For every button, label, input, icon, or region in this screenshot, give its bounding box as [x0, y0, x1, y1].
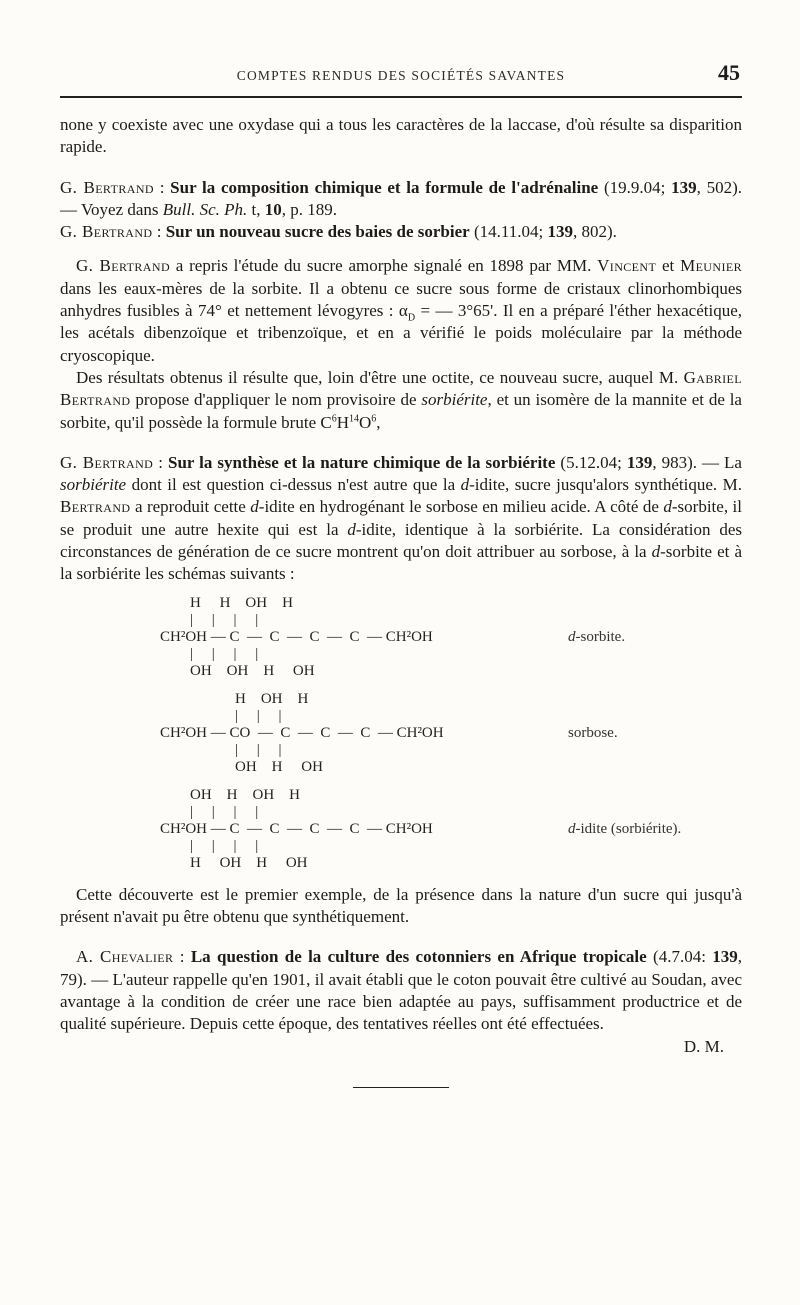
formula-sorbose: [60, 692, 742, 776]
text-run: propose d'appliquer le nom provisoire de: [130, 390, 422, 410]
reference-sorbier: [60, 221, 742, 243]
formula-label: [568, 725, 618, 742]
page-number: 45: [718, 60, 740, 85]
formula-label-text: sorbose.: [568, 725, 618, 742]
italic-term: d: [250, 497, 259, 517]
formula-bond-row: | | |: [160, 708, 282, 725]
ref-page: , p. 189.: [281, 199, 338, 219]
formula-bond-row: | | | |: [160, 612, 259, 629]
italic-term: d: [663, 497, 672, 517]
ref-volume: 139: [671, 177, 697, 197]
author-name: Meunier: [680, 256, 742, 276]
formula-bottom-row: OH H OH: [160, 759, 323, 776]
ref-author: G. Bertrand: [60, 222, 153, 242]
ref-tome: t,: [247, 199, 265, 219]
body-paragraph-2: [60, 367, 742, 434]
text-run: -sorbite et à la sorbiérite les schémas suivants :: [60, 542, 742, 584]
formula-sorbite: [60, 596, 742, 680]
text-run: Des résultats obtenus il résulte que, loin d'être une octite, ce nouveau sucre, auquel M.: [76, 367, 684, 387]
intro-paragraph: [60, 114, 742, 159]
text-run: et: [656, 256, 681, 276]
formula-bottom-row: H OH H OH: [160, 855, 308, 872]
formula-idite: [60, 788, 742, 872]
reference-cotonniers: [60, 946, 742, 1035]
text-run: a repris l'étude du sucre amorphe signalé en 1898 par MM.: [170, 256, 598, 276]
formula-bottom-row: OH OH H OH: [160, 663, 315, 680]
document-page: [60, 60, 742, 1088]
italic-term: d: [460, 475, 470, 495]
formula-label: [568, 821, 681, 838]
signature: D. M.: [683, 1037, 724, 1057]
text-run: dans les eaux-mères de la sorbite. Il a obtenu ce sucre sous forme de cristaux clinorhombiques anhydres fusibles à 74° et nettement lévogyres : α: [60, 278, 742, 321]
end-rule: [353, 1087, 449, 1088]
structural-formulas: [60, 596, 742, 872]
ref-date: (5.12.04;: [555, 452, 627, 472]
ref-title: Sur la synthèse et la nature chimique de la sorbiérite: [168, 452, 556, 472]
author-name: Vincent: [597, 256, 657, 276]
intro-text: none y coexiste avec une oxydase qui a tous les caractères de la laccase, d'où résulte sa disparition rapide.: [60, 115, 742, 157]
formula-top-row: OH H OH H: [160, 787, 300, 804]
formula-chain-row: CH²OH — C — C — C — C — CH²OH: [160, 821, 433, 838]
formula-chain-row: CH²OH — CO — C — C — C — CH²OH: [160, 725, 444, 742]
formula-bond-row: | | | |: [160, 804, 259, 821]
author-name: Gabriel Bertrand: [60, 367, 742, 410]
superscript: 6: [331, 412, 337, 424]
italic-term: d: [568, 629, 576, 646]
ref-pages: , 983). — La: [652, 452, 742, 472]
formula-top-row: H H OH H: [160, 595, 293, 612]
text-run: -sorbite, il se produit une autre hexite qui est la: [60, 497, 742, 539]
text-run: , et un isomère de la mannite et de la sorbite, qu'il possède la formule brute C: [60, 390, 742, 432]
ref-author: G. Bertrand: [60, 177, 154, 197]
formula-structure: [160, 787, 540, 872]
ref-volume-2: 10: [264, 199, 282, 219]
subscript: D: [407, 312, 416, 324]
text-run: H: [336, 412, 349, 432]
formula-structure: [160, 595, 540, 680]
superscript: 14: [348, 412, 359, 424]
body-paragraph-1: [60, 255, 742, 366]
text-run: ,: [376, 412, 381, 432]
ref-volume: 139: [712, 947, 738, 967]
reference-adrenaline: [60, 177, 742, 222]
formula-bond-row: | | | |: [160, 646, 259, 663]
ref-date: (14.11.04;: [469, 222, 548, 242]
ref-separator: :: [153, 452, 168, 472]
author-name: G. Bertrand: [76, 256, 171, 276]
ref-title: La question de la culture des cotonniers en Afrique tropicale: [190, 947, 647, 967]
italic-term: d: [347, 519, 356, 539]
formula-label-text: -sorbite.: [575, 629, 626, 646]
ref-date: (4.7.04:: [646, 947, 713, 967]
formula-bond-row: | | |: [160, 742, 282, 759]
text-run: a reproduit cette: [130, 497, 251, 517]
ref-volume: 139: [626, 452, 653, 472]
ref-pages: , 802).: [572, 222, 617, 242]
formula-label-text: -idite (sorbiérite).: [575, 821, 682, 838]
italic-term: d: [568, 821, 576, 838]
running-title: COMPTES RENDUS DES SOCIÉTÉS SAVANTES: [236, 68, 566, 83]
superscript: 6: [371, 412, 377, 424]
running-header: [60, 60, 742, 98]
text-run: dont il est question ci-dessus n'est autre que la: [126, 475, 461, 495]
ref-separator: :: [173, 947, 191, 967]
ref-separator: :: [153, 177, 171, 197]
ref-date: (19.9.04;: [598, 177, 672, 197]
ref-author: A. Chevalier: [76, 947, 174, 967]
formula-top-row: H OH H: [160, 691, 309, 708]
text-run: Cette découverte est le premier exemple, de la présence dans la nature d'un sucre qui jusqu'à présent n'avait pu être obtenu que synthétiquement.: [60, 884, 742, 926]
ref-author: G. Bertrand: [60, 452, 154, 472]
formula-structure: [160, 691, 540, 776]
ref-title: Sur un nouveau sucre des baies de sorbier: [165, 222, 470, 242]
body-paragraph-3: [60, 884, 742, 929]
ref-title: Sur la composition chimique et la formule de l'adrénaline: [170, 177, 599, 197]
formula-chain-row: CH²OH — C — C — C — C — CH²OH: [160, 629, 433, 646]
italic-term: sorbiérite: [60, 475, 127, 495]
ref-pages: , 502). — Voyez dans: [60, 177, 742, 219]
ref-journal: Bull. Sc. Ph.: [162, 199, 248, 219]
text-run: -idite, sucre jusqu'alors synthétique. M.: [469, 475, 742, 495]
ref-pages: , 79). — L'auteur rappelle qu'en 1901, il avait établi que le coton pouvait être cultivé au Soudan, avec avantage à la condition de créer une race bien adaptée au pays, suffisamment productrice et de qualité supérieure. Depuis cette époque, des tentatives réelles ont été effectuées.: [60, 947, 743, 1034]
formula-bond-row: | | | |: [160, 838, 259, 855]
author-name: Bertrand: [60, 497, 131, 517]
ref-separator: :: [152, 222, 166, 242]
ref-volume: 139: [547, 222, 573, 242]
italic-term: d: [651, 542, 661, 562]
text-run: -idite, identique à la sorbiérite. La considération des circonstances de génération de ce sucre montrent qu'on doit attribuer au sorbose, à la: [60, 519, 742, 562]
text-run: -idite en hydrogénant le sorbose en milieu acide. A côté de: [258, 497, 664, 517]
text-run: = — 3°65'. Il en a préparé l'éther hexacétique, les acétals dibenzoïque et tribenzoïque, et en a vérifié le poids moléculaire par la méthode cryoscopique.: [60, 301, 742, 365]
formula-label: [568, 629, 625, 646]
italic-term: sorbiérite: [421, 390, 488, 410]
reference-synthese: [60, 452, 742, 586]
text-run: O: [358, 412, 372, 432]
